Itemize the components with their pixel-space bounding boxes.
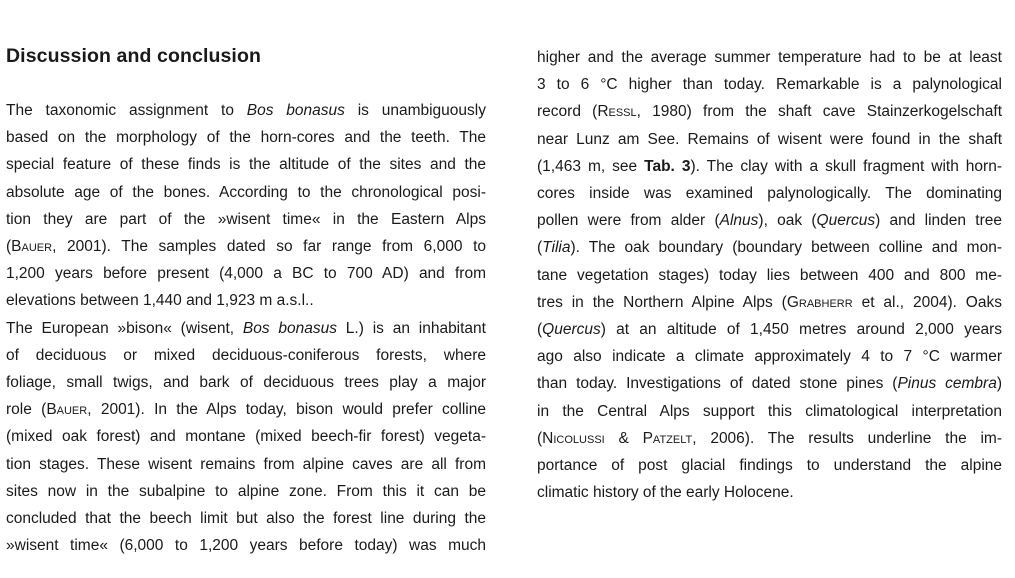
section-heading: Discussion and conclusion (6, 45, 261, 67)
text-line: tion they are part of the »wisent time« in the Eastern Alps (6, 210, 486, 228)
text-line: record (Ressl, 1980) from the shaft cave Stainzerkogelschaft (537, 103, 1002, 121)
text-line: (1,463 m, see Tab. 3). The clay with a skull fragment with horn- (537, 157, 1002, 175)
text-line: portance of post glacial findings to understand the alpine (537, 457, 1002, 474)
text-line: special feature of these finds is the altitude of the sites and the (6, 156, 486, 174)
text-line: (Bauer, 2001). The samples dated so far range from 6,000 to (6, 238, 486, 255)
text-line: The taxonomic assignment to Bos bonasus is unambiguously (6, 102, 486, 119)
text-line: »wisent time« (6,000 to 1,200 years before today) was much (6, 537, 486, 555)
text-line: (Tilia). The oak boundary (boundary between colline and mon- (537, 239, 1002, 257)
text-line: ago also indicate a climate approximately 4 to 7 °C warmer (537, 348, 1002, 366)
text-line: sites now in the subalpine to alpine zone. From this it can be (6, 482, 486, 500)
text-line: climatic history of the early Holocene. (537, 484, 794, 502)
text-line: tres in the Northern Alpine Alps (Grabherr et al., 2004). Oaks (537, 293, 1002, 311)
text-line: 3 to 6 °C higher than today. Remarkable is a palynological (537, 76, 1002, 94)
text-line: higher and the average summer temperature had to be at least (537, 49, 1002, 66)
text-line: absolute age of the bones. According to the chronological posi- (6, 183, 486, 201)
text-line: based on the morphology of the horn-cores and the teeth. The (6, 129, 486, 147)
text-line: tane vegetation stages) today lies between 400 and 800 me- (537, 266, 1002, 284)
text-line: role (Bauer, 2001). In the Alps today, bison would prefer colline (6, 401, 486, 419)
text-line: The European »bison« (wisent, Bos bonasus L.) is an inhabitant (6, 319, 486, 337)
text-line: cores inside was examined palynologically. The dominating (537, 185, 1002, 202)
text-line: (mixed oak forest) and montane (mixed beech-fir forest) vegeta- (6, 428, 486, 446)
text-line: concluded that the beech limit but also the forest line during the (6, 510, 486, 527)
text-line: in the Central Alps support this climatological interpretation (537, 402, 1002, 420)
text-line: (Quercus) at an altitude of 1,450 metres around 2,000 years (537, 321, 1002, 338)
text-line: of deciduous or mixed deciduous-coniferous forests, where (6, 346, 486, 364)
text-line: foliage, small twigs, and bark of deciduous trees play a major (6, 374, 486, 391)
text-line: near Lunz am See. Remains of wisent were found in the shaft (537, 130, 1002, 148)
text-line: than today. Investigations of dated stone pines (Pinus cembra) (537, 375, 1003, 393)
text-line: elevations between 1,440 and 1,923 m a.s.l.. (6, 292, 314, 310)
text-line: (Nicolussi & Patzelt, 2006). The results underline the im- (537, 429, 1003, 447)
text-line: 1,200 years before present (4,000 a BC to 700 AD) and from (6, 265, 486, 283)
text-line: tion stages. These wisent remains from alpine caves are all from (6, 455, 486, 473)
text-line: pollen were from alder (Alnus), oak (Quercus) and linden tree (537, 212, 1003, 230)
